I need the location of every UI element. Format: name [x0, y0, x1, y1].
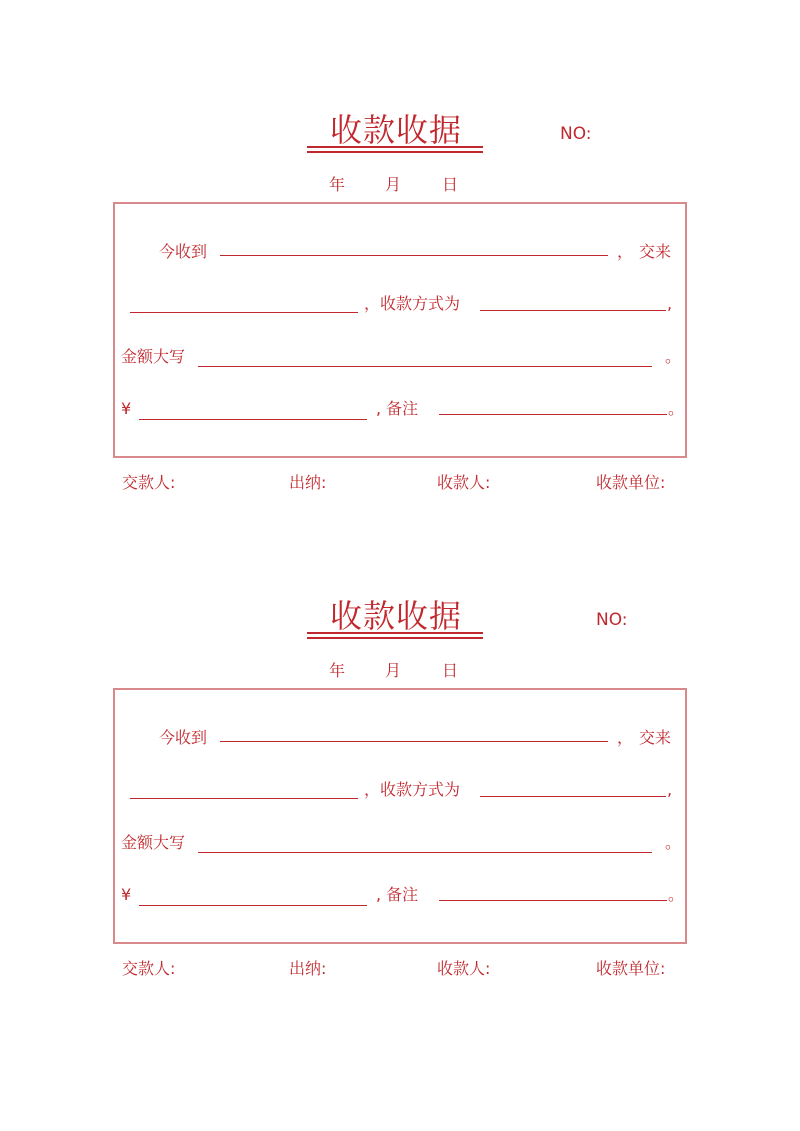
receiver-signature-label: 收款人: [437, 473, 491, 492]
date-day-label: 日 [442, 661, 459, 680]
title-underline [307, 632, 483, 634]
receipt-title: 收款收据 [329, 597, 462, 635]
received-from-label: 今收到 [159, 728, 208, 747]
title-underline [307, 151, 483, 153]
end-period: 。 [668, 399, 685, 418]
receipt-title: 收款收据 [329, 111, 462, 149]
payment-method-field[interactable] [480, 310, 666, 311]
amount-in-words-field[interactable] [198, 852, 652, 853]
receiver-signature-label: 收款人: [437, 959, 491, 978]
end-comma: , [667, 294, 673, 313]
payment-item-field[interactable] [130, 798, 358, 799]
title-underline [307, 146, 483, 148]
remarks-field[interactable] [439, 414, 667, 415]
receipt-number-label: NO: [560, 124, 592, 144]
remarks-label: , 备注 [376, 399, 419, 418]
comma-mark: ， [617, 728, 634, 747]
payer-name-field[interactable] [220, 741, 608, 742]
payment-item-field[interactable] [130, 312, 358, 313]
end-comma: , [667, 780, 673, 799]
receiving-unit-label: 收款单位: [596, 473, 666, 492]
end-period: 。 [665, 347, 682, 366]
received-from-label: 今收到 [159, 242, 208, 261]
amount-in-words-label: 金额大写 [121, 347, 186, 366]
paid-in-label: 交来 [639, 242, 672, 261]
date-year-label: 年 [329, 175, 346, 194]
cashier-signature-label: 出纳: [289, 473, 327, 492]
date-month-label: 月 [385, 175, 402, 194]
currency-symbol: ¥ [121, 399, 132, 418]
remarks-field[interactable] [439, 900, 667, 901]
date-day-label: 日 [442, 175, 459, 194]
payment-method-label: ，收款方式为 [364, 780, 461, 799]
end-period: 。 [668, 885, 685, 904]
payment-method-label: ，收款方式为 [364, 294, 461, 313]
amount-figures-field[interactable] [139, 905, 367, 906]
receipt-number-label: NO: [596, 610, 628, 630]
paid-in-label: 交来 [639, 728, 672, 747]
payment-method-field[interactable] [480, 796, 666, 797]
date-month-label: 月 [385, 661, 402, 680]
payer-signature-label: 交款人: [122, 959, 176, 978]
currency-symbol: ¥ [121, 885, 132, 904]
amount-in-words-field[interactable] [198, 366, 652, 367]
payer-signature-label: 交款人: [122, 473, 176, 492]
remarks-label: , 备注 [376, 885, 419, 904]
end-period: 。 [665, 833, 682, 852]
date-year-label: 年 [329, 661, 346, 680]
receipt-form [0, 486, 800, 978]
receipt-form [0, 0, 800, 492]
cashier-signature-label: 出纳: [289, 959, 327, 978]
amount-in-words-label: 金额大写 [121, 833, 186, 852]
payer-name-field[interactable] [220, 255, 608, 256]
title-underline [307, 637, 483, 639]
receiving-unit-label: 收款单位: [596, 959, 666, 978]
amount-figures-field[interactable] [139, 419, 367, 420]
comma-mark: ， [617, 242, 634, 261]
